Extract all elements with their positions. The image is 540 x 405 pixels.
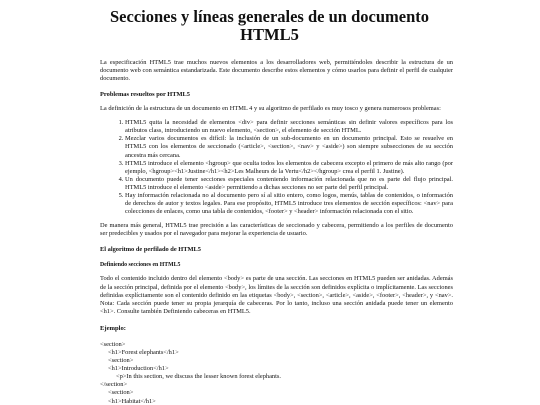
- list-item: 4. Un documento puede tener secciones especiales conteniendo información relacionada que no es parte del flujo principal. HTML5 introduce el elemento <aside> permitiendo a dichas secciones no ser parte del perfil principal.: [125, 176, 453, 192]
- list-item: 1. HTML5 quita la necesidad de elementos <div> para definir secciones semánticas sin definir valores específicos para los atributos class, introduciendo un nuevo elemento, <section>, el elemento de sección HTML.: [125, 119, 453, 135]
- code-line: <p>In this section, we discuss the lesser known forest elephants.: [116, 373, 281, 381]
- sections-paragraph: Todo el contenido incluido dentro del elemento <body> es parte de una sección. Las secciones en HTML5 pueden ser anidadas. Además de la sección principal, definida por el elemento <body>, los límites de la sección son definidos explícita o implícitamente. Las secciones definidas explícitamente son el contenido definido en las etiquetas <body>, <section>, <article>, <aside>, <footer>, <header>, y <nav>. Nota: Cada sección puede tener su propia jerarquía de cabeceras. Por lo tanto, incluso una sección anidada puede tener un elemento <h1>. Consulte también Definiendo cabeceras en HTML5.: [100, 275, 453, 315]
- problems-list: [100, 119, 453, 216]
- section-heading-algorithm: El algoritmo de perfilado de HTML5: [100, 246, 202, 254]
- code-line: </section>: [100, 381, 128, 389]
- list-item: 3. HTML5 introduce el elemento <hgroup> que oculta todos los elementos de cabecera excepto el primero de más alto rango (por ejemplo, <hgroup><h1>Justine</h1><h2>Les Malheurs de la Vertu</h2></hgroup> crea el perfil 1. Justine).: [125, 160, 453, 176]
- intro-paragraph: La especificación HTML5 trae muchos nuevos elementos a los desarrolladores web, permitiéndoles describir la estructura de un documento web con semántica estandarizada. Este documento describe estos elementos y cómo usarlos para definir el perfil de cualquier documento.: [100, 58, 453, 83]
- example-label: Ejemplo:: [100, 324, 127, 332]
- problems-paragraph: La definición de la estructura de un documento en HTML 4 y su algoritmo de perfilado es muy tosco y genera numerosos problemas:: [100, 105, 441, 113]
- code-line: <section>: [108, 389, 134, 397]
- list-item: 2. Mezclar varios documentos es difícil: la inclusión de un sub-documento en un documento principal. Esto se resuelve en HTML5 con los elementos de seccionado (<article>, <section>, <nav> y <aside>) son siempre subsecciones de su sección ancestra más cercana.: [125, 135, 453, 159]
- code-line: <h1>Habitat</h1>: [108, 397, 156, 405]
- closing-paragraph: De manera más general, HTML5 trae precisión a las características de seccionado y cabecera, permitiendo a los perfiles de documento ser predecibles y usados por el navegador para mejorar la experiencia de usuario.: [100, 222, 453, 238]
- code-example: [100, 341, 453, 405]
- code-line: <section>: [100, 341, 126, 349]
- code-line: <h1>Forest elephants</h1>: [108, 349, 179, 357]
- page-title: Secciones y líneas generales de un documento HTML5: [110, 7, 429, 45]
- code-line: <section>: [108, 357, 134, 365]
- code-line: <h1>Introduction</h1>: [108, 365, 169, 373]
- list-item: 5. Hay información relacionada no al documento pero sí al sitio entero, como logos, menús, tablas de contenidos, o información de derechos de autor y textos legales. Para ese propósito, HTML5 introduce tres elementos de sección específicos: <nav> para colecciones de enlaces, como una tabla de contenidos, <footer> y <header> información relacionada con el sitio.: [125, 192, 453, 216]
- subheading-defining-sections: Definiendo secciones en HTML5: [100, 262, 181, 269]
- section-heading-problems: Problemas resueltos por HTML5: [100, 91, 190, 99]
